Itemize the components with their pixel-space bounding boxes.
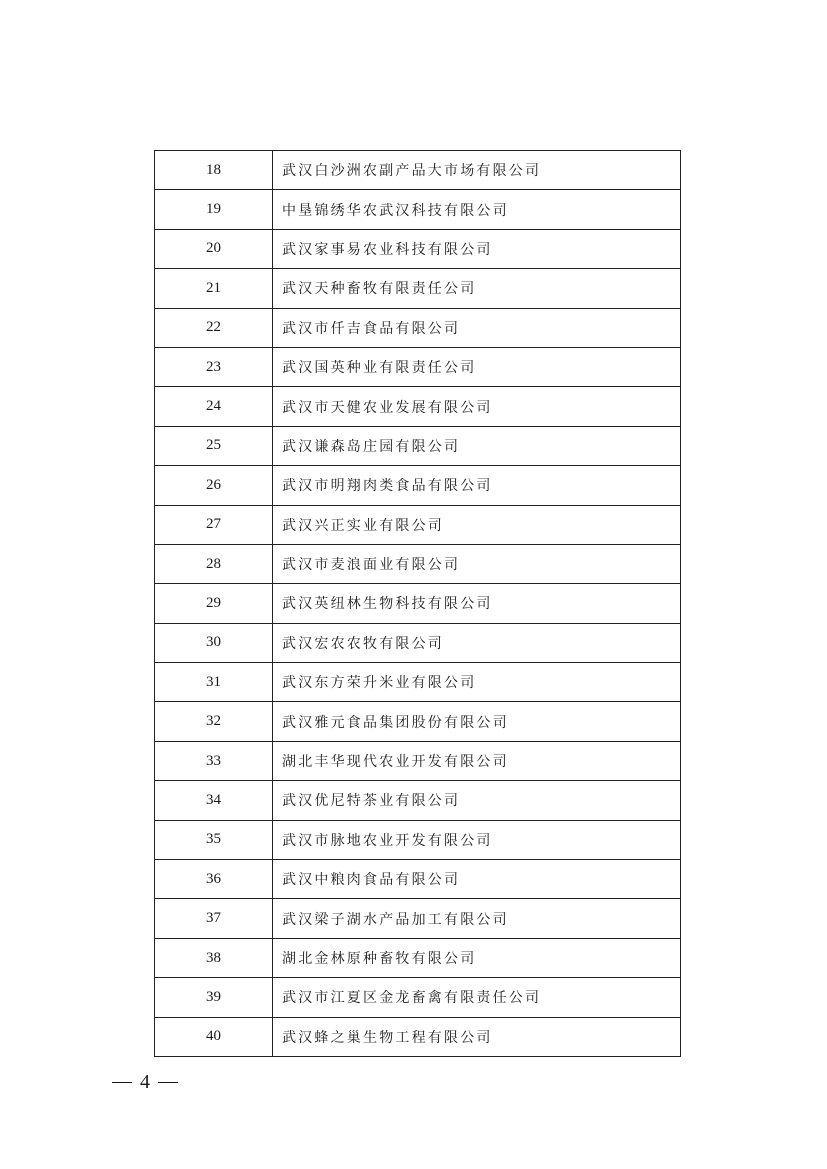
row-number: 37 [155,899,273,938]
row-number: 33 [155,741,273,780]
table-row [155,426,681,465]
row-number: 29 [155,584,273,623]
company-name: 武汉市江夏区金龙畜禽有限责任公司 [273,978,681,1017]
footer-dash-left [112,1082,132,1083]
table-row [155,741,681,780]
row-number: 21 [155,269,273,308]
table-row [155,623,681,662]
row-number: 19 [155,190,273,229]
row-number: 22 [155,308,273,347]
table-row [155,466,681,505]
company-name: 武汉市麦浪面业有限公司 [273,544,681,583]
table-row [155,505,681,544]
company-name: 武汉优尼特茶业有限公司 [273,781,681,820]
row-number: 18 [155,151,273,190]
table-row [155,978,681,1017]
company-name: 湖北金林原种畜牧有限公司 [273,938,681,977]
row-number: 35 [155,820,273,859]
row-number: 25 [155,426,273,465]
row-number: 38 [155,938,273,977]
company-name: 武汉雅元食品集团股份有限公司 [273,702,681,741]
row-number: 31 [155,663,273,702]
row-number: 36 [155,860,273,899]
table-row [155,190,681,229]
company-name: 武汉东方荣升米业有限公司 [273,663,681,702]
row-number: 20 [155,229,273,268]
table-row [155,229,681,268]
row-number: 24 [155,387,273,426]
company-name: 武汉中粮肉食品有限公司 [273,860,681,899]
company-name: 武汉市天健农业发展有限公司 [273,387,681,426]
page-footer [112,1071,178,1094]
row-number: 30 [155,623,273,662]
company-name: 中垦锦绣华农武汉科技有限公司 [273,190,681,229]
company-list-table [154,150,681,1057]
table-row [155,663,681,702]
row-number: 28 [155,544,273,583]
table-row [155,938,681,977]
page-number: 4 [140,1071,150,1093]
row-number: 40 [155,1017,273,1056]
table-row [155,269,681,308]
table-row [155,899,681,938]
company-name: 武汉英纽林生物科技有限公司 [273,584,681,623]
company-name: 武汉兴正实业有限公司 [273,505,681,544]
company-name: 武汉蜂之巢生物工程有限公司 [273,1017,681,1056]
table-row [155,1017,681,1056]
row-number: 39 [155,978,273,1017]
row-number: 23 [155,347,273,386]
company-name: 武汉市明翔肉类食品有限公司 [273,466,681,505]
row-number: 32 [155,702,273,741]
row-number: 27 [155,505,273,544]
company-name: 武汉国英种业有限责任公司 [273,347,681,386]
table-row [155,387,681,426]
table-row [155,151,681,190]
row-number: 26 [155,466,273,505]
company-name: 武汉梁子湖水产品加工有限公司 [273,899,681,938]
table-row [155,584,681,623]
row-number: 34 [155,781,273,820]
company-name: 武汉宏农农牧有限公司 [273,623,681,662]
table-row [155,781,681,820]
company-name: 武汉白沙洲农副产品大市场有限公司 [273,151,681,190]
company-name: 武汉市仟吉食品有限公司 [273,308,681,347]
table-row [155,308,681,347]
company-name: 武汉天种畜牧有限责任公司 [273,269,681,308]
company-name: 武汉家事易农业科技有限公司 [273,229,681,268]
company-name: 武汉谦森岛庄园有限公司 [273,426,681,465]
table-row [155,860,681,899]
footer-dash-right [158,1082,178,1083]
company-name: 武汉市脉地农业开发有限公司 [273,820,681,859]
table-row [155,702,681,741]
table-row [155,820,681,859]
table-row [155,347,681,386]
table-row [155,544,681,583]
company-name: 湖北丰华现代农业开发有限公司 [273,741,681,780]
